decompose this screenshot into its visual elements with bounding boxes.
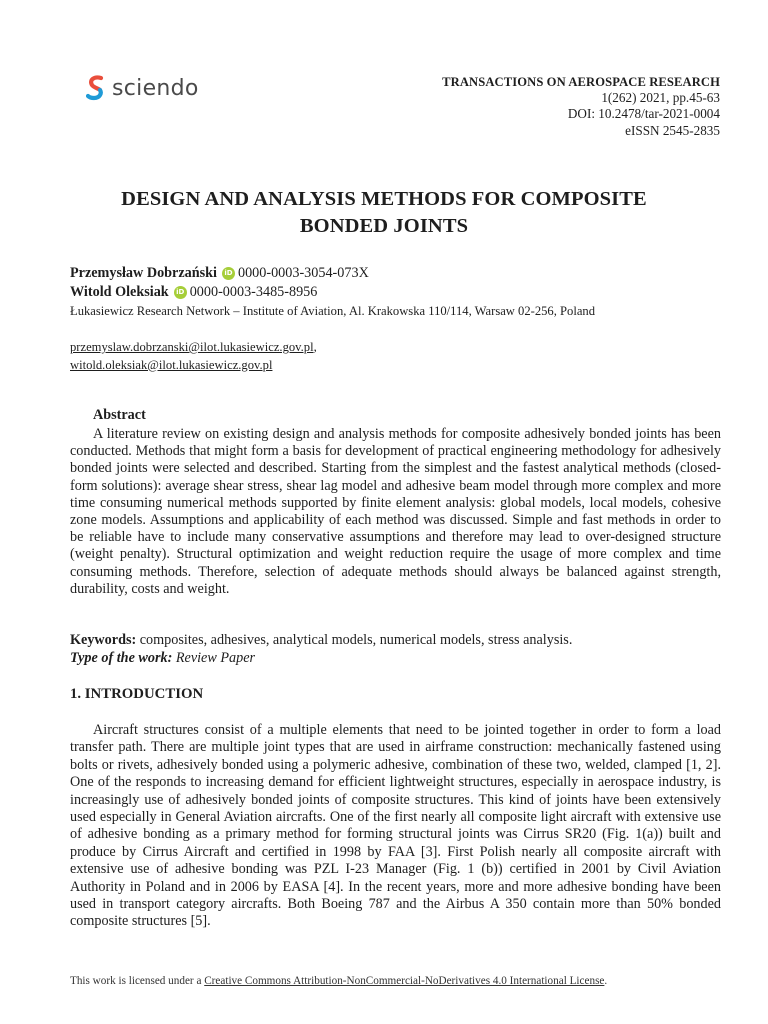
author-entry [70, 283, 369, 302]
abstract-heading: Abstract [93, 407, 146, 423]
affiliation: Łukasiewicz Research Network – Institute of Aviation, Al. Krakowska 110/114, Warsaw 02-256, Poland [70, 304, 596, 318]
paper-title [70, 186, 698, 240]
work-type-text: Review Paper [172, 650, 256, 666]
work-type [70, 650, 255, 667]
keywords-text: composites, adhesives, analytical models, numerical models, stress analysis. [136, 632, 573, 648]
email-link[interactable]: witold.oleksiak@ilot.lukasiewicz.gov.pl [70, 357, 273, 372]
email-separator: , [313, 340, 317, 354]
section-heading: 1. INTRODUCTION [70, 686, 204, 702]
author-list [70, 264, 369, 302]
sciendo-logo [86, 74, 199, 102]
title-line-1: DESIGN AND ANALYSIS METHODS FOR COMPOSITE [121, 188, 647, 210]
title-line-2: BONDED JOINTS [299, 215, 469, 237]
orcid-icon[interactable]: iD [222, 267, 235, 280]
sciendo-logo-text: sciendo [112, 75, 199, 101]
journal-issue: 1(262) 2021, pp.45-63 [601, 90, 720, 106]
author-orcid[interactable]: 0000-0003-3054-073X [237, 265, 369, 281]
abstract-body: A literature review on existing design and analysis methods for composite adhesively bonded joints has been conducted. Methods that might form a basis for development of practical engineering methodology for adhesively bonded joints were selected and described. Starting from the simplest and the fastest analytical methods (closed-form solutions): average shear stress, shear lag model and adhesive beam model through more complex and more time consuming numerical methods supported by finite element analysis: global models, local models, cohesive zone models. Assumptions and applicability of each method was discussed. Simple and fast methods in order to be reliable have to include many conservative assumptions and therefore may lead to over-designed structure (weight penalty). Structural optimization and weight reduction require the usage of more complex and time consuming methods. Therefore, selection of adequate methods should always be balanced against strength, durability, costs and weight. [70, 426, 721, 597]
journal-name: TRANSACTIONS ON AEROSPACE RESEARCH [442, 75, 720, 89]
journal-eissn: eISSN 2545-2835 [625, 122, 720, 138]
journal-info [442, 74, 720, 139]
keywords [70, 631, 721, 649]
introduction-body: Aircraft structures consist of a multiple elements that need to be jointed together in order to form a load transfer path. There are multiple joint types that are used in airframe construction: mechanically fastened using bolts or rivets, adhesively bonded using a polymeric adhesive, combination of these two, welded, clamped [1, 2]. One of the responds to increasing demand for efficient lightweight structures, especially in aerospace industry, is increasingly use of adhesively bonded joints of composite structures. This kind of joints have been extensively used especially in General Aviation aircrafts. One of the first nearly all composite light aircraft with extensive use of adhesive bonding as a primary method for forming structural joints was Cirrus SR20 (Fig. 1(a)) built and produce by Cirrus Aircraft and certified in 1998 by FAA [3]. First Polish nearly all composite aircraft with extensive use of adhesive bonding was PZL I-23 Manager (Fig. 1 (b)) certified in 2001 by Civil Aviation Authority in Poland and in 2006 by EASA [4]. In the recent years, more and more adhesive bonding have been used in transport category aircrafts. Both Boeing 787 and the Airbus A 350 contain more than 50% bonded composite structures [5]. [70, 722, 721, 930]
author-entry [70, 264, 369, 283]
license-footer [70, 975, 607, 987]
author-name: Witold Oleksiak [70, 284, 169, 300]
keywords-label: Keywords: [70, 632, 137, 648]
sciendo-logo-icon [86, 74, 106, 102]
author-name: Przemysław Dobrzański [70, 265, 217, 281]
email-link[interactable]: przemyslaw.dobrzanski@ilot.lukasiewicz.gov.pl [70, 340, 314, 354]
author-orcid[interactable]: 0000-0003-3485-8956 [189, 284, 318, 300]
orcid-icon[interactable]: iD [174, 286, 187, 299]
author-emails [70, 339, 317, 374]
work-type-label: Type of the work: [70, 650, 173, 666]
license-prefix: This work is licensed under a [70, 975, 205, 987]
journal-doi: DOI: 10.2478/tar-2021-0004 [567, 106, 720, 122]
license-suffix: . [604, 975, 608, 987]
license-link[interactable]: Creative Commons Attribution-NonCommercial-NoDerivatives 4.0 International License [204, 975, 605, 987]
